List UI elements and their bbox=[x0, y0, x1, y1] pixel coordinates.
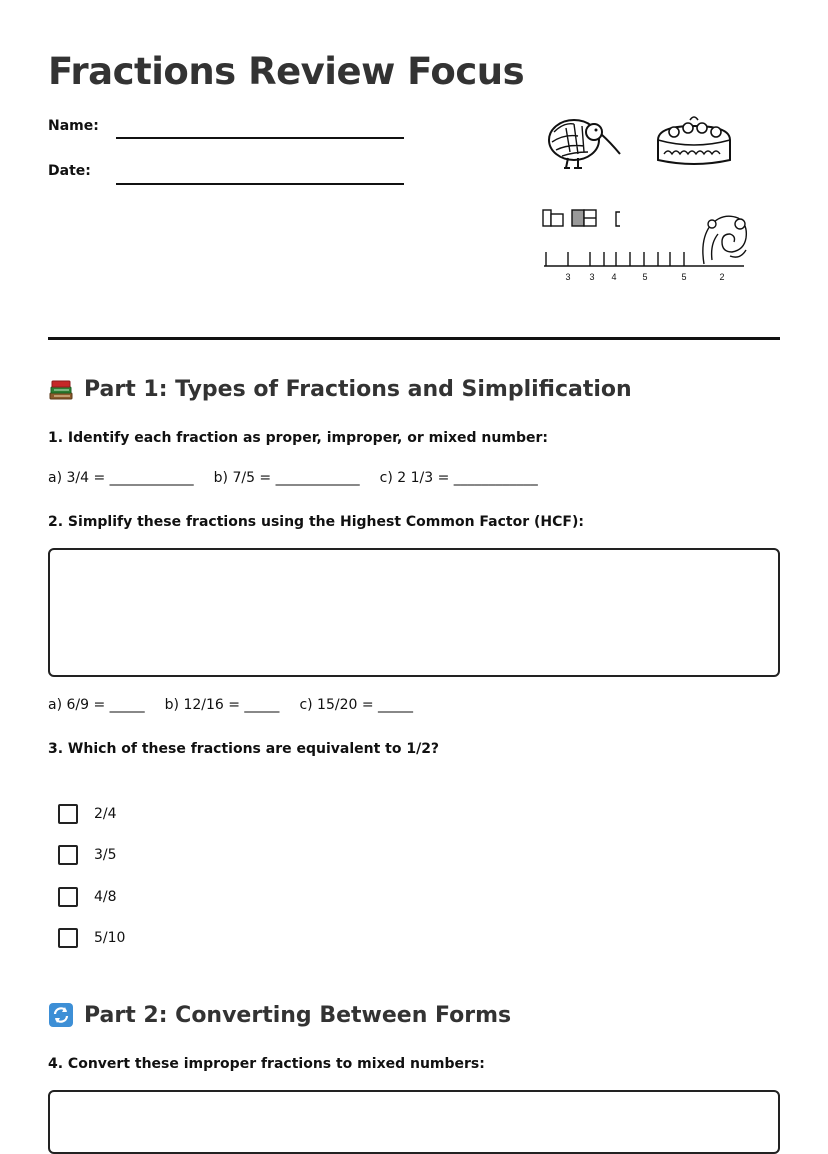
q2-item-a: a) 6/9 = _____ bbox=[48, 697, 145, 713]
page-title: Fractions Review Focus bbox=[48, 50, 525, 93]
q1-item-b: b) 7/5 = ____________ bbox=[213, 470, 360, 486]
date-field[interactable] bbox=[116, 183, 404, 185]
question-2-prompt: 2. Simplify these fractions using the Highest Common Factor (HCF): bbox=[48, 514, 584, 530]
name-field[interactable] bbox=[116, 137, 404, 139]
q4-working-box[interactable] bbox=[48, 1090, 780, 1154]
tick-label: 2 bbox=[719, 272, 725, 282]
question-4-prompt: 4. Convert these improper fractions to mixed numbers: bbox=[48, 1056, 485, 1072]
part2-heading bbox=[48, 1002, 511, 1028]
q3-option-label: 3/5 bbox=[94, 847, 117, 863]
q3-option[interactable] bbox=[58, 928, 125, 948]
cake-illustration bbox=[654, 112, 734, 168]
q1-item-a: a) 3/4 = ____________ bbox=[48, 470, 194, 486]
tick-label: 5 bbox=[642, 272, 648, 282]
checkbox[interactable] bbox=[58, 804, 78, 824]
part1-heading bbox=[48, 376, 632, 402]
question-1-prompt: 1. Identify each fraction as proper, improper, or mixed number: bbox=[48, 430, 548, 446]
part2-title: Part 2: Converting Between Forms bbox=[84, 1002, 512, 1028]
section-divider bbox=[48, 337, 780, 340]
q2-item-c: c) 15/20 = _____ bbox=[299, 697, 414, 713]
checkbox[interactable] bbox=[58, 887, 78, 907]
q2-item-b: b) 12/16 = _____ bbox=[164, 697, 280, 713]
q3-option[interactable] bbox=[58, 887, 117, 907]
number-line-illustration bbox=[540, 206, 750, 286]
tick-label: 4 bbox=[611, 272, 617, 282]
checkbox[interactable] bbox=[58, 928, 78, 948]
q1-item-c: c) 2 1/3 = ____________ bbox=[379, 470, 538, 486]
q3-option[interactable] bbox=[58, 804, 117, 824]
part1-title: Part 1: Types of Fractions and Simplification bbox=[84, 376, 632, 402]
q3-option[interactable] bbox=[58, 845, 117, 865]
books-icon bbox=[48, 376, 74, 402]
name-label: Name: bbox=[48, 118, 99, 134]
kiwi-bird-illustration bbox=[544, 112, 624, 172]
q3-option-label: 4/8 bbox=[94, 889, 117, 905]
q3-option-label: 2/4 bbox=[94, 806, 117, 822]
question-1-items bbox=[48, 470, 538, 486]
q3-option-label: 5/10 bbox=[94, 930, 126, 946]
checkbox[interactable] bbox=[58, 845, 78, 865]
question-3-prompt: 3. Which of these fractions are equivalent to 1/2? bbox=[48, 741, 440, 757]
refresh-icon bbox=[48, 1002, 74, 1028]
question-2-items bbox=[48, 697, 413, 713]
tick-label: 3 bbox=[565, 272, 571, 282]
q2-working-box[interactable] bbox=[48, 548, 780, 677]
tick-label: 5 bbox=[681, 272, 687, 282]
tick-label: 3 bbox=[589, 272, 595, 282]
date-label: Date: bbox=[48, 163, 91, 179]
